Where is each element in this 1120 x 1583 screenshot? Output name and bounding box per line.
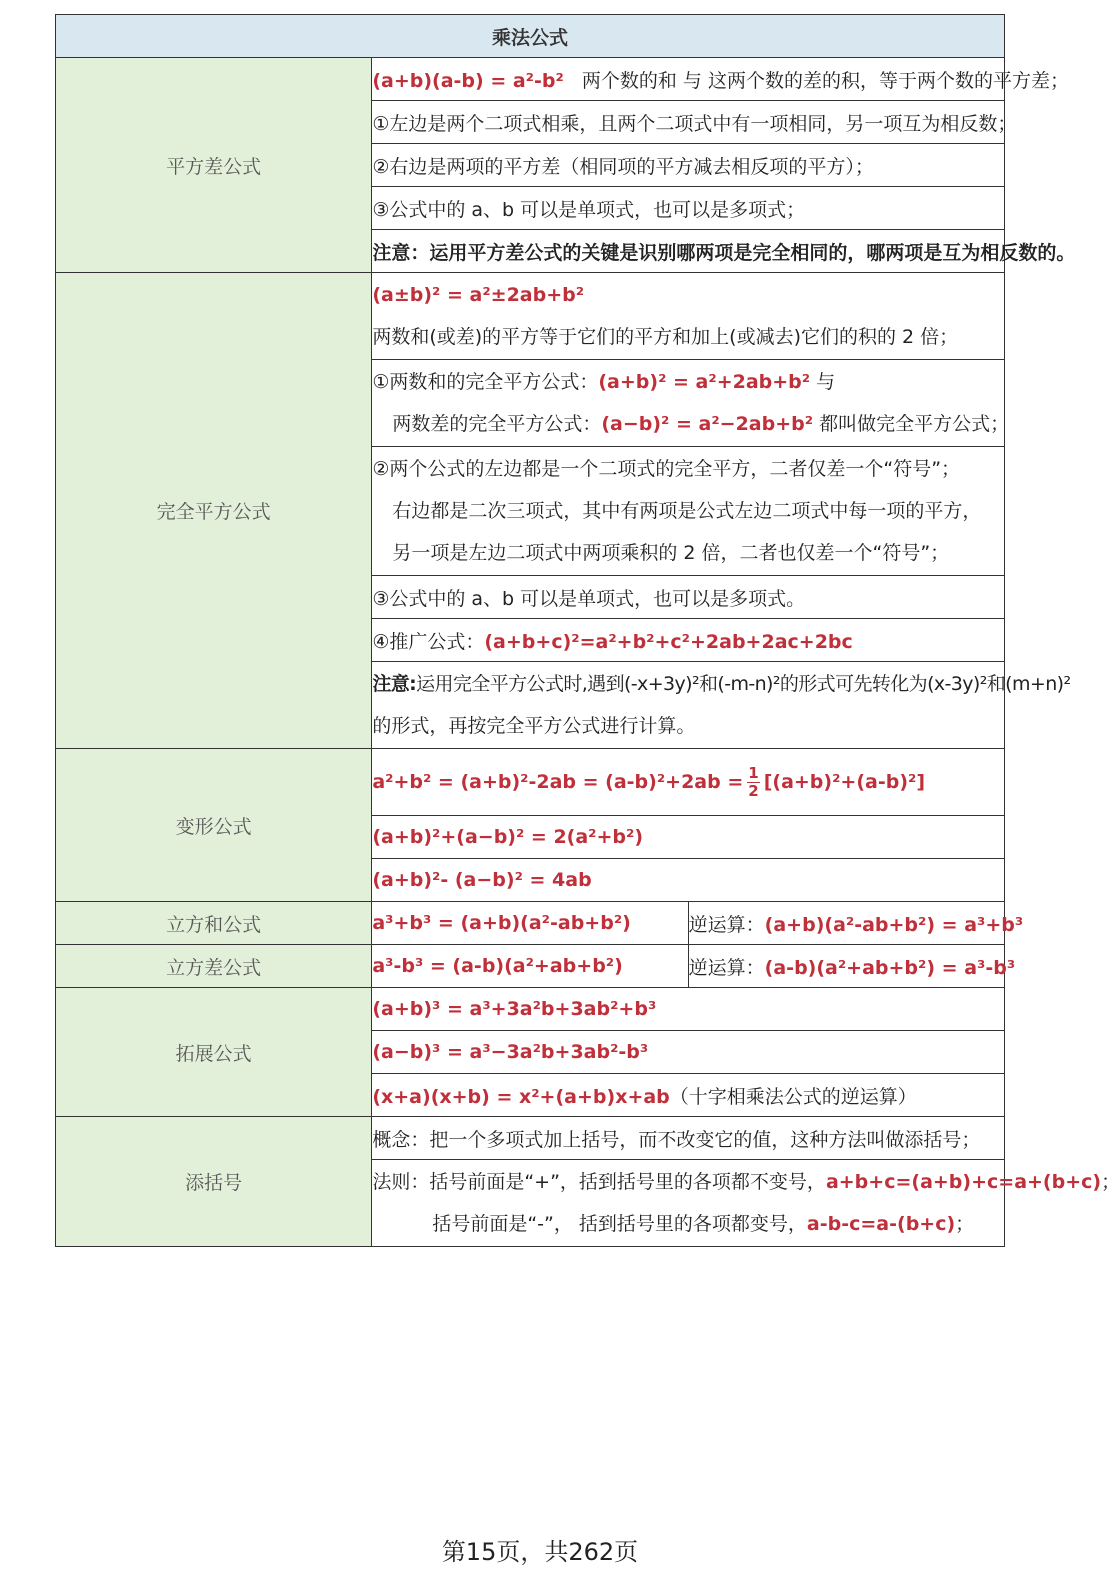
perfect-square-formula-cell — [372, 273, 1005, 360]
point-4-prefix: ④推广公式： — [372, 630, 485, 653]
point-1b-suffix: 都叫做完全平方公式； — [813, 413, 1010, 435]
rule-2-formula: a-b-c=a-(b+c) — [806, 1213, 956, 1235]
point-2-line-2: 右边都是二次三项式，其中有两项是公式左边二项式中每一项的平方， — [392, 500, 982, 522]
one-half-fraction — [747, 763, 759, 800]
transform-formula-2: (a+b)²+(a−b)² = 2(a²+b²) — [372, 816, 1005, 859]
formula-table — [55, 14, 1120, 1247]
sum-square-formula: (a+b)² = a²+2ab+b² — [598, 371, 811, 393]
cube-sum-inverse-label: 逆运算： — [688, 913, 765, 936]
page-number: 第15页，共262页 — [441, 1538, 639, 1566]
perfect-square-point-3: ③公式中的 a、b 可以是单项式，也可以是多项式。 — [372, 576, 1005, 619]
transform-formula-1 — [372, 749, 1005, 816]
rule-2-prefix: 括号前面是“-”， 括到括号里的各项都变号， — [432, 1213, 807, 1235]
extended-formula-1: (a+b)³ = a³+3a²b+3ab²+b³ — [372, 988, 1005, 1031]
extended-formula-3-note: （十字相乘法公式的逆运算） — [669, 1085, 917, 1108]
square-diff-point-1: ①左边是两个二项式相乘，且两个二项式中有一项相同，另一项互为相反数； — [372, 101, 1005, 144]
rule-1-suffix: ； — [1101, 1171, 1120, 1193]
point-2-line-3: 另一项是左边二项式中两项乘积的 2 倍，二者也仅差一个“符号”； — [392, 542, 950, 564]
category-perfect-square: 完全平方公式 — [56, 273, 372, 749]
diff-square-formula: (a−b)² = a²−2ab+b² — [601, 413, 814, 435]
category-brackets: 添括号 — [56, 1117, 372, 1247]
fraction-numerator: 1 — [748, 763, 759, 782]
fraction-denominator: 2 — [748, 781, 759, 800]
square-diff-point-2: ②右边是两项的平方差（相同项的平方减去相反项的平方）； — [372, 144, 1005, 187]
square-diff-formula-row — [372, 58, 1069, 101]
perfect-square-point-4 — [372, 619, 1005, 662]
note-label: 注意: — [372, 673, 417, 695]
cube-sum-formula: a³+b³ = (a+b)(a²-ab+b²) — [372, 902, 688, 945]
cube-sum-inverse-formula: (a+b)(a²-ab+b²) = a³+b³ — [764, 913, 1024, 936]
square-diff-note: 注意：运用平方差公式的关键是识别哪两项是完全相同的，哪两项是互为相反数的。 — [372, 230, 1005, 273]
rule-2-suffix: ； — [955, 1213, 975, 1235]
table-title: 乘法公式 — [56, 15, 1005, 58]
brackets-concept: 概念：把一个多项式加上括号，而不改变它的值，这种方法叫做添括号； — [372, 1117, 1005, 1160]
rule-1-prefix: 法则：括号前面是“+”，括到括号里的各项都不变号， — [372, 1171, 826, 1193]
cube-diff-inverse-formula: (a-b)(a²+ab+b²) = a³-b³ — [764, 956, 1016, 979]
category-cube-diff: 立方差公式 — [56, 945, 372, 988]
perfect-square-note — [372, 662, 1071, 749]
perfect-square-description: 两数和(或差)的平方等于它们的平方和加上(或减去)它们的积的 2 倍； — [372, 326, 959, 348]
note-line-1: 运用完全平方公式时,遇到(-x+3y)²和(-m-n)²的形式可先转化为(x-3y)²和(m+n)² — [416, 673, 1071, 695]
brackets-rules — [372, 1160, 1120, 1247]
square-diff-description: 两个数的和 与 这两个数的差的积，等于两个数的平方差； — [581, 69, 1069, 92]
point-1-prefix: ①两数和的完全平方公式： — [372, 371, 599, 393]
point-1-suffix: 与 — [810, 371, 836, 393]
perfect-square-formula: (a±b)² = a²±2ab+b² — [372, 284, 585, 306]
category-transform: 变形公式 — [56, 749, 372, 902]
category-square-difference: 平方差公式 — [56, 58, 372, 273]
note-line-2: 的形式，再按完全平方公式进行计算。 — [372, 715, 696, 737]
category-cube-sum: 立方和公式 — [56, 902, 372, 945]
point-2-line-1: ②两个公式的左边都是一个二项式的完全平方，二者仅差一个“符号”； — [372, 458, 961, 480]
extended-formula-2: (a−b)³ = a³−3a²b+3ab²-b³ — [372, 1031, 1005, 1074]
cube-diff-inverse — [688, 945, 1016, 988]
transform-f1-part1: a²+b² = (a+b)²-2ab = (a-b)²+2ab = — [372, 770, 744, 793]
generalized-formula: (a+b+c)²=a²+b²+c²+2ab+2ac+2bc — [484, 630, 853, 653]
rule-1-formula: a+b+c=(a+b)+c=a+(b+c) — [825, 1171, 1102, 1193]
category-extended: 拓展公式 — [56, 988, 372, 1117]
transform-f1-part2: [(a+b)²+(a-b)²] — [763, 770, 926, 793]
perfect-square-point-2 — [372, 447, 1005, 576]
perfect-square-point-1 — [372, 360, 1010, 447]
cube-diff-inverse-label: 逆运算： — [688, 956, 765, 979]
cube-diff-formula: a³-b³ = (a-b)(a²+ab+b²) — [372, 945, 688, 988]
square-diff-formula: (a+b)(a-b) = a²-b² — [372, 69, 564, 92]
point-1b-prefix: 两数差的完全平方公式： — [392, 413, 602, 435]
square-diff-point-3: ③公式中的 a、b 可以是单项式，也可以是多项式； — [372, 187, 1005, 230]
extended-formula-3: (x+a)(x+b) = x²+(a+b)x+ab — [372, 1085, 670, 1108]
transform-formula-3: (a+b)²- (a−b)² = 4ab — [372, 859, 1005, 902]
extended-formula-3-row — [372, 1074, 1005, 1117]
cube-sum-inverse — [688, 902, 1024, 945]
